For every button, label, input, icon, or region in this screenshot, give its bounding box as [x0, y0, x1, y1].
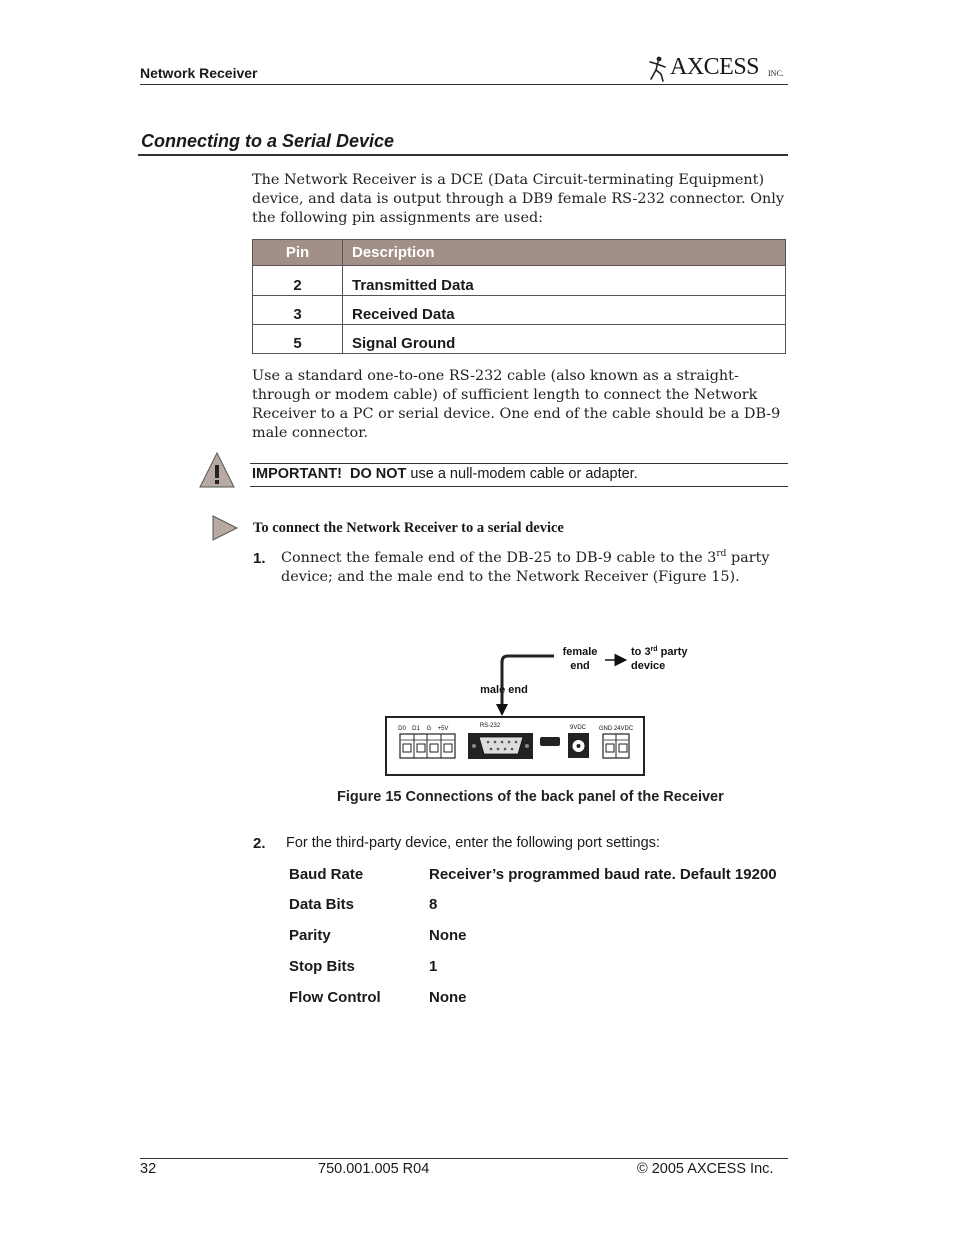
important-note	[252, 466, 638, 482]
section-heading: Connecting to a Serial Device	[141, 131, 395, 151]
to-party-prefix: to 3	[631, 646, 651, 658]
pin-cell: 5	[253, 325, 343, 354]
copyright: © 2005 AXCESS Inc.	[637, 1161, 774, 1177]
procedure-heading: To connect the Network Receiver to a serial device	[253, 520, 564, 536]
column-header-pin: Pin	[253, 240, 343, 266]
device-label: device	[631, 660, 666, 672]
logo-suffix: INC.	[768, 69, 784, 78]
back-panel-figure	[380, 640, 688, 780]
step-number: 2.	[253, 835, 266, 852]
table-row	[253, 325, 786, 354]
setting-label: Stop Bits	[289, 958, 355, 975]
table-header-row	[253, 240, 786, 266]
description-cell: Received Data	[343, 296, 786, 325]
setting-value: None	[429, 989, 467, 1006]
step-2-text: For the third-party device, enter the following port settings:	[286, 835, 660, 851]
running-header-title: Network Receiver	[140, 65, 258, 81]
to-party-suffix: party	[657, 646, 688, 658]
setting-label: Data Bits	[289, 896, 355, 913]
table-row	[253, 266, 786, 296]
step-1-text-before: Connect the female end of the DB-25 to DB-9 cable to the 3	[281, 550, 717, 566]
pin-cell: 2	[253, 266, 343, 296]
setting-label: Baud Rate	[289, 866, 364, 883]
status-led	[540, 737, 560, 746]
important-rule-bottom	[250, 486, 788, 487]
header-rule	[140, 84, 788, 85]
gnd-24vdc-label: GND 24VDC	[598, 726, 634, 732]
setting-label: Parity	[289, 927, 331, 944]
power-jack	[568, 733, 589, 758]
logo-wordmark: AXCESS	[670, 54, 760, 80]
intro-paragraph: The Network Receiver is a DCE (Data Circuit-terminating Equipment) device, and data is output through a DB9 female RS-232 connector. Only the following pin assignments are used:	[252, 172, 784, 226]
d1-label: D1	[412, 726, 420, 732]
important-emphasis: DO NOT	[350, 466, 407, 482]
female-end-label-line2: end	[570, 660, 590, 672]
section-rule	[138, 154, 788, 156]
power-terminal-block	[603, 734, 629, 758]
setting-label: Flow Control	[289, 989, 381, 1006]
setting-value: 8	[429, 896, 438, 913]
setting-value: None	[429, 927, 467, 944]
to-third-party-label	[631, 646, 688, 658]
description-cell: Transmitted Data	[343, 266, 786, 296]
footer-rule	[140, 1158, 788, 1159]
step-1-superscript: rd	[716, 549, 727, 559]
runner-figure-icon	[646, 54, 670, 84]
step-1-text-after: party device; and the male end to the Network Receiver (Figure 15).	[281, 550, 770, 585]
pin-cell: 3	[253, 296, 343, 325]
document-number: 750.001.005 R04	[318, 1161, 430, 1177]
cable-arrowhead	[496, 704, 508, 716]
data-terminal-block	[400, 734, 455, 758]
5v-label: +5V	[437, 726, 449, 732]
setting-value: 1	[429, 958, 438, 975]
triangle-arrow-icon	[212, 515, 238, 541]
description-cell: Signal Ground	[343, 325, 786, 354]
rs232-label: RS-232	[479, 723, 501, 729]
db9-connector	[468, 733, 533, 759]
table-row	[253, 296, 786, 325]
cable-paragraph: Use a standard one-to-one RS-232 cable (also known as a straight-through or modem cable) of sufficient length to connect the Network Receiver to a PC or serial device. One end of the cable should be a DB-9 male connector.	[252, 368, 781, 441]
cable-line	[502, 656, 554, 706]
important-rule-top	[250, 463, 788, 464]
warning-icon	[198, 451, 236, 489]
g-label: G	[426, 726, 432, 732]
male-end-label: male end	[480, 684, 528, 696]
pin-assignment-table	[252, 239, 786, 354]
important-text: use a null-modem cable or adapter.	[406, 466, 638, 482]
step-1-text	[281, 549, 781, 587]
9vdc-label: 9VDC	[569, 725, 587, 731]
female-end-label-line1: female	[562, 646, 598, 658]
page-number: 32	[140, 1161, 157, 1177]
setting-value: Receiver’s programmed baud rate. Default 19200	[429, 866, 777, 883]
important-label: IMPORTANT!	[252, 466, 342, 482]
to-party-superscript: rd	[650, 646, 658, 653]
d0-label: D0	[398, 726, 406, 732]
column-header-description: Description	[343, 240, 786, 266]
axcess-logo	[646, 52, 792, 84]
figure-caption: Figure 15 Connections of the back panel of the Receiver	[337, 789, 724, 805]
step-number: 1.	[253, 550, 266, 567]
